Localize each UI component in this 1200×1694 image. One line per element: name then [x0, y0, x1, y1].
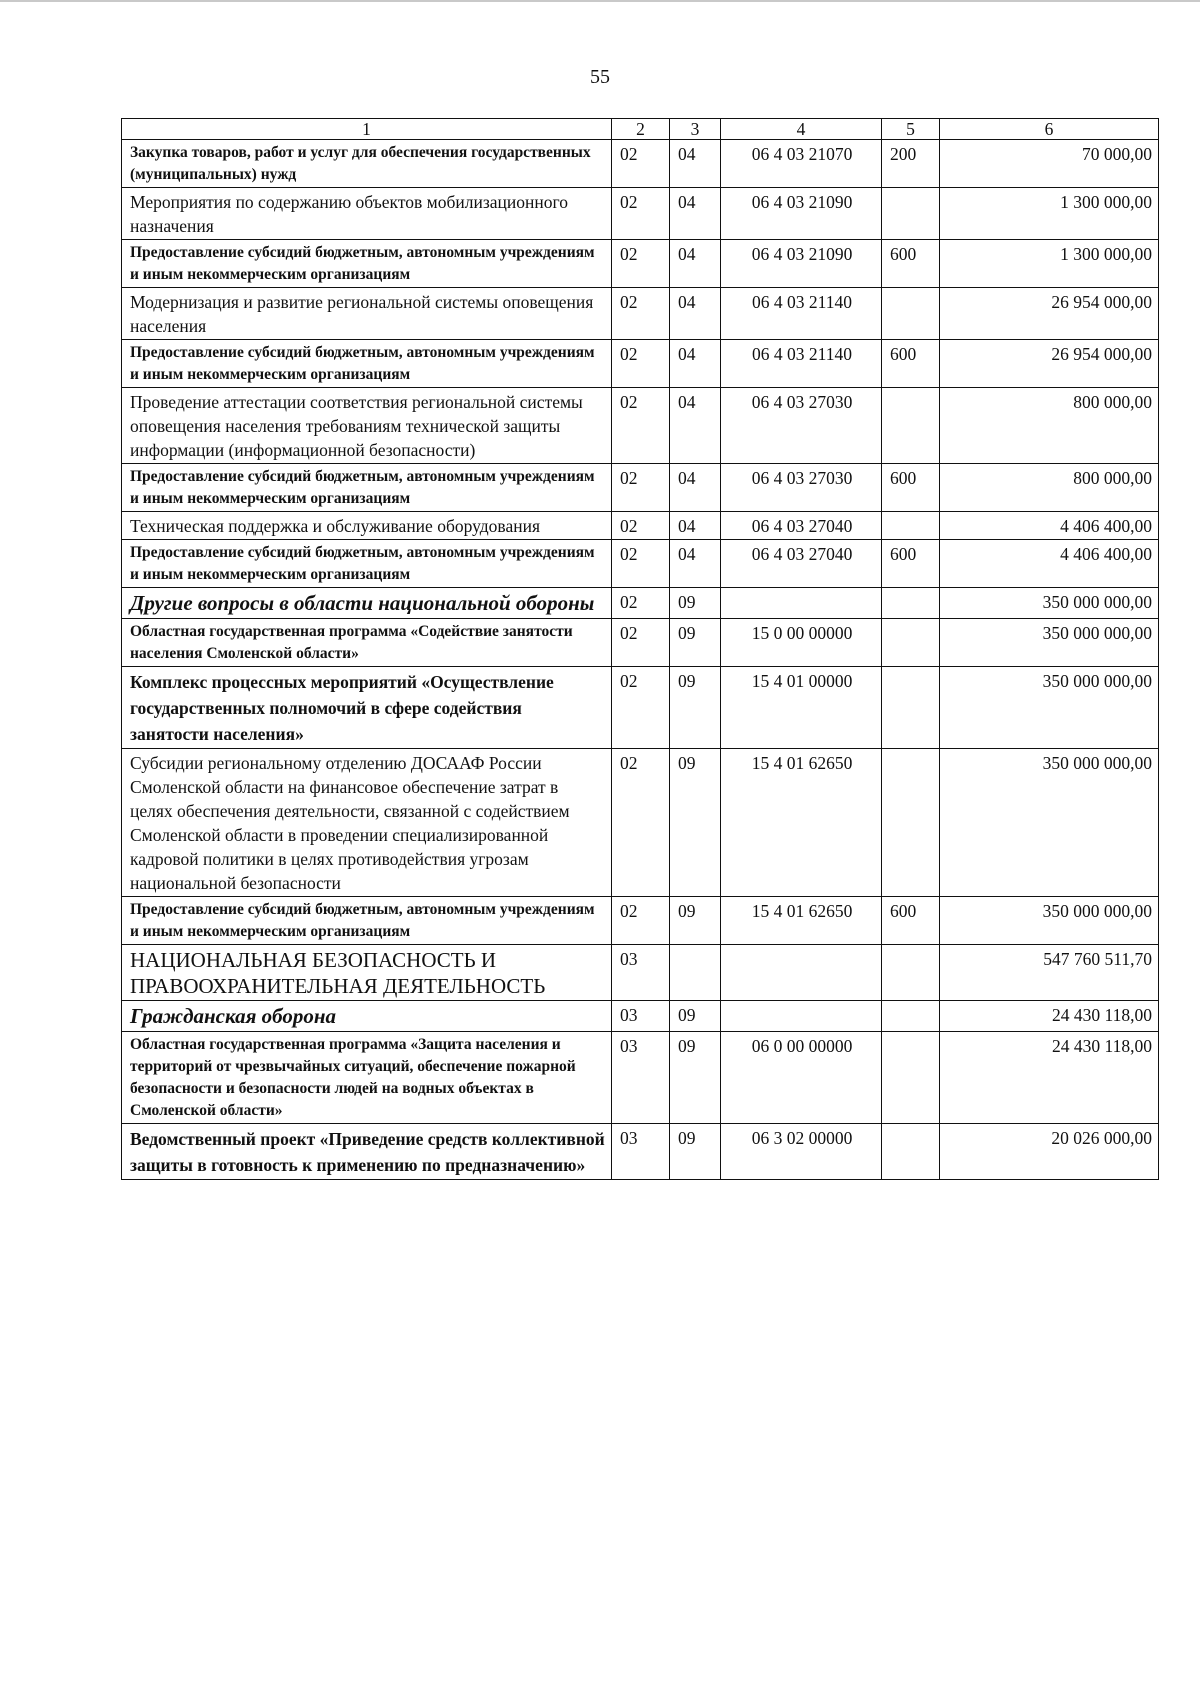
item-name-cell: Областная государственная программа «Содействие занятости населения Смоленской области»: [122, 619, 612, 667]
table-row: [122, 388, 1159, 464]
target-article-cell: 15 0 00 00000: [721, 619, 882, 667]
header-cell-4: 4: [721, 119, 882, 140]
expense-type-cell: 600: [882, 340, 940, 388]
amount-cell: 350 000 000,00: [940, 619, 1159, 667]
expense-type-cell: [882, 749, 940, 897]
table-row: [122, 512, 1159, 540]
amount-cell: 350 000 000,00: [940, 588, 1159, 619]
subsection-code-cell: 09: [670, 1124, 721, 1180]
section-code-cell: 02: [612, 340, 670, 388]
table-row: [122, 140, 1159, 188]
amount-cell: 70 000,00: [940, 140, 1159, 188]
table-header-row: [122, 119, 1159, 140]
expense-type-cell: [882, 1001, 940, 1032]
subsection-code-cell: 04: [670, 388, 721, 464]
table-row: [122, 240, 1159, 288]
item-name-cell: НАЦИОНАЛЬНАЯ БЕЗОПАСНОСТЬ И ПРАВООХРАНИТЕЛЬНАЯ ДЕЯТЕЛЬНОСТЬ: [122, 945, 612, 1001]
section-code-cell: 02: [612, 619, 670, 667]
section-code-cell: 02: [612, 388, 670, 464]
item-name-cell: Комплекс процессных мероприятий «Осуществление государственных полномочий в сфере содействия занятости населения»: [122, 667, 612, 749]
expense-type-cell: 600: [882, 464, 940, 512]
item-name-cell: Предоставление субсидий бюджетным, автономным учреждениям и иным некоммерческим организациям: [122, 464, 612, 512]
table-row: [122, 588, 1159, 619]
amount-cell: 4 406 400,00: [940, 540, 1159, 588]
item-name-cell: Техническая поддержка и обслуживание оборудования: [122, 512, 612, 540]
expense-type-cell: 600: [882, 540, 940, 588]
target-article-cell: [721, 945, 882, 1001]
subsection-code-cell: [670, 945, 721, 1001]
amount-cell: 20 026 000,00: [940, 1124, 1159, 1180]
amount-cell: 1 300 000,00: [940, 240, 1159, 288]
table-row: [122, 1032, 1159, 1124]
table-row: [122, 945, 1159, 1001]
section-code-cell: 02: [612, 188, 670, 240]
expense-type-cell: [882, 945, 940, 1001]
table-row: [122, 749, 1159, 897]
expense-type-cell: 600: [882, 897, 940, 945]
item-name-cell: Предоставление субсидий бюджетным, автономным учреждениям и иным некоммерческим организациям: [122, 240, 612, 288]
table-row: [122, 1001, 1159, 1032]
header-cell-5: 5: [882, 119, 940, 140]
item-name-cell: Предоставление субсидий бюджетным, автономным учреждениям и иным некоммерческим организациям: [122, 340, 612, 388]
subsection-code-cell: 09: [670, 667, 721, 749]
header-cell-3: 3: [670, 119, 721, 140]
expense-type-cell: [882, 1124, 940, 1180]
section-code-cell: 02: [612, 667, 670, 749]
target-article-cell: 15 4 01 00000: [721, 667, 882, 749]
expense-type-cell: [882, 667, 940, 749]
amount-cell: 26 954 000,00: [940, 340, 1159, 388]
target-article-cell: 06 4 03 27040: [721, 540, 882, 588]
amount-cell: 24 430 118,00: [940, 1001, 1159, 1032]
subsection-code-cell: 09: [670, 619, 721, 667]
section-code-cell: 03: [612, 1032, 670, 1124]
section-code-cell: 02: [612, 540, 670, 588]
amount-cell: 350 000 000,00: [940, 897, 1159, 945]
section-code-cell: 03: [612, 1001, 670, 1032]
table-row: [122, 1124, 1159, 1180]
amount-cell: 1 300 000,00: [940, 188, 1159, 240]
section-code-cell: 02: [612, 749, 670, 897]
section-code-cell: 02: [612, 140, 670, 188]
subsection-code-cell: 04: [670, 512, 721, 540]
header-cell-1: 1: [122, 119, 612, 140]
section-code-cell: 02: [612, 897, 670, 945]
budget-table: [121, 118, 1159, 1180]
expense-type-cell: [882, 288, 940, 340]
item-name-cell: Другие вопросы в области национальной обороны: [122, 588, 612, 619]
target-article-cell: [721, 1001, 882, 1032]
subsection-code-cell: 04: [670, 288, 721, 340]
table-row: [122, 464, 1159, 512]
subsection-code-cell: 09: [670, 588, 721, 619]
expense-type-cell: [882, 619, 940, 667]
section-code-cell: 02: [612, 288, 670, 340]
target-article-cell: 06 4 03 21140: [721, 340, 882, 388]
table-row: [122, 897, 1159, 945]
table-row: [122, 667, 1159, 749]
expense-type-cell: 200: [882, 140, 940, 188]
subsection-code-cell: 04: [670, 240, 721, 288]
target-article-cell: [721, 588, 882, 619]
target-article-cell: 06 4 03 27040: [721, 512, 882, 540]
section-code-cell: 02: [612, 512, 670, 540]
subsection-code-cell: 04: [670, 188, 721, 240]
page-number: 55: [590, 66, 610, 88]
expense-type-cell: 600: [882, 240, 940, 288]
amount-cell: 4 406 400,00: [940, 512, 1159, 540]
item-name-cell: Предоставление субсидий бюджетным, автономным учреждениям и иным некоммерческим организациям: [122, 540, 612, 588]
amount-cell: 800 000,00: [940, 464, 1159, 512]
target-article-cell: 06 4 03 21070: [721, 140, 882, 188]
expense-type-cell: [882, 512, 940, 540]
target-article-cell: 06 3 02 00000: [721, 1124, 882, 1180]
item-name-cell: Проведение аттестации соответствия региональной системы оповещения населения требованиям технической защиты информации (информационной безопасности): [122, 388, 612, 464]
amount-cell: 26 954 000,00: [940, 288, 1159, 340]
item-name-cell: Субсидии региональному отделению ДОСААФ России Смоленской области на финансовое обеспечение затрат в целях обеспечения деятельности, связанной с содействием Смоленской области в проведении специализированной кадровой политики в целях противодействия угрозам национальной безопасности: [122, 749, 612, 897]
subsection-code-cell: 04: [670, 340, 721, 388]
amount-cell: 547 760 511,70: [940, 945, 1159, 1001]
section-code-cell: 02: [612, 588, 670, 619]
table-row: [122, 188, 1159, 240]
item-name-cell: Областная государственная программа «Защита населения и территорий от чрезвычайных ситуаций, обеспечение пожарной безопасности и безопасности людей на водных объектах в Смоленской области»: [122, 1032, 612, 1124]
item-name-cell: Гражданская оборона: [122, 1001, 612, 1032]
expense-type-cell: [882, 1032, 940, 1124]
header-cell-6: 6: [940, 119, 1159, 140]
target-article-cell: 06 0 00 00000: [721, 1032, 882, 1124]
scan-edge-line: [0, 0, 1200, 2]
item-name-cell: Модернизация и развитие региональной системы оповещения населения: [122, 288, 612, 340]
subsection-code-cell: 09: [670, 1032, 721, 1124]
target-article-cell: 06 4 03 27030: [721, 388, 882, 464]
subsection-code-cell: 09: [670, 897, 721, 945]
section-code-cell: 02: [612, 240, 670, 288]
target-article-cell: 06 4 03 27030: [721, 464, 882, 512]
expense-type-cell: [882, 188, 940, 240]
subsection-code-cell: 09: [670, 749, 721, 897]
table-row: [122, 340, 1159, 388]
subsection-code-cell: 09: [670, 1001, 721, 1032]
item-name-cell: Ведомственный проект «Приведение средств коллективной защиты в готовность к применению по предназначению»: [122, 1124, 612, 1180]
table-row: [122, 540, 1159, 588]
amount-cell: 350 000 000,00: [940, 667, 1159, 749]
amount-cell: 350 000 000,00: [940, 749, 1159, 897]
item-name-cell: Предоставление субсидий бюджетным, автономным учреждениям и иным некоммерческим организациям: [122, 897, 612, 945]
subsection-code-cell: 04: [670, 464, 721, 512]
section-code-cell: 03: [612, 945, 670, 1001]
item-name-cell: Мероприятия по содержанию объектов мобилизационного назначения: [122, 188, 612, 240]
target-article-cell: 06 4 03 21090: [721, 188, 882, 240]
expense-type-cell: [882, 388, 940, 464]
target-article-cell: 06 4 03 21090: [721, 240, 882, 288]
item-name-cell: Закупка товаров, работ и услуг для обеспечения государственных (муниципальных) нужд: [122, 140, 612, 188]
table-row: [122, 288, 1159, 340]
expense-type-cell: [882, 588, 940, 619]
amount-cell: 24 430 118,00: [940, 1032, 1159, 1124]
target-article-cell: 15 4 01 62650: [721, 897, 882, 945]
subsection-code-cell: 04: [670, 140, 721, 188]
amount-cell: 800 000,00: [940, 388, 1159, 464]
section-code-cell: 03: [612, 1124, 670, 1180]
header-cell-2: 2: [612, 119, 670, 140]
table-row: [122, 619, 1159, 667]
target-article-cell: 15 4 01 62650: [721, 749, 882, 897]
subsection-code-cell: 04: [670, 540, 721, 588]
section-code-cell: 02: [612, 464, 670, 512]
target-article-cell: 06 4 03 21140: [721, 288, 882, 340]
